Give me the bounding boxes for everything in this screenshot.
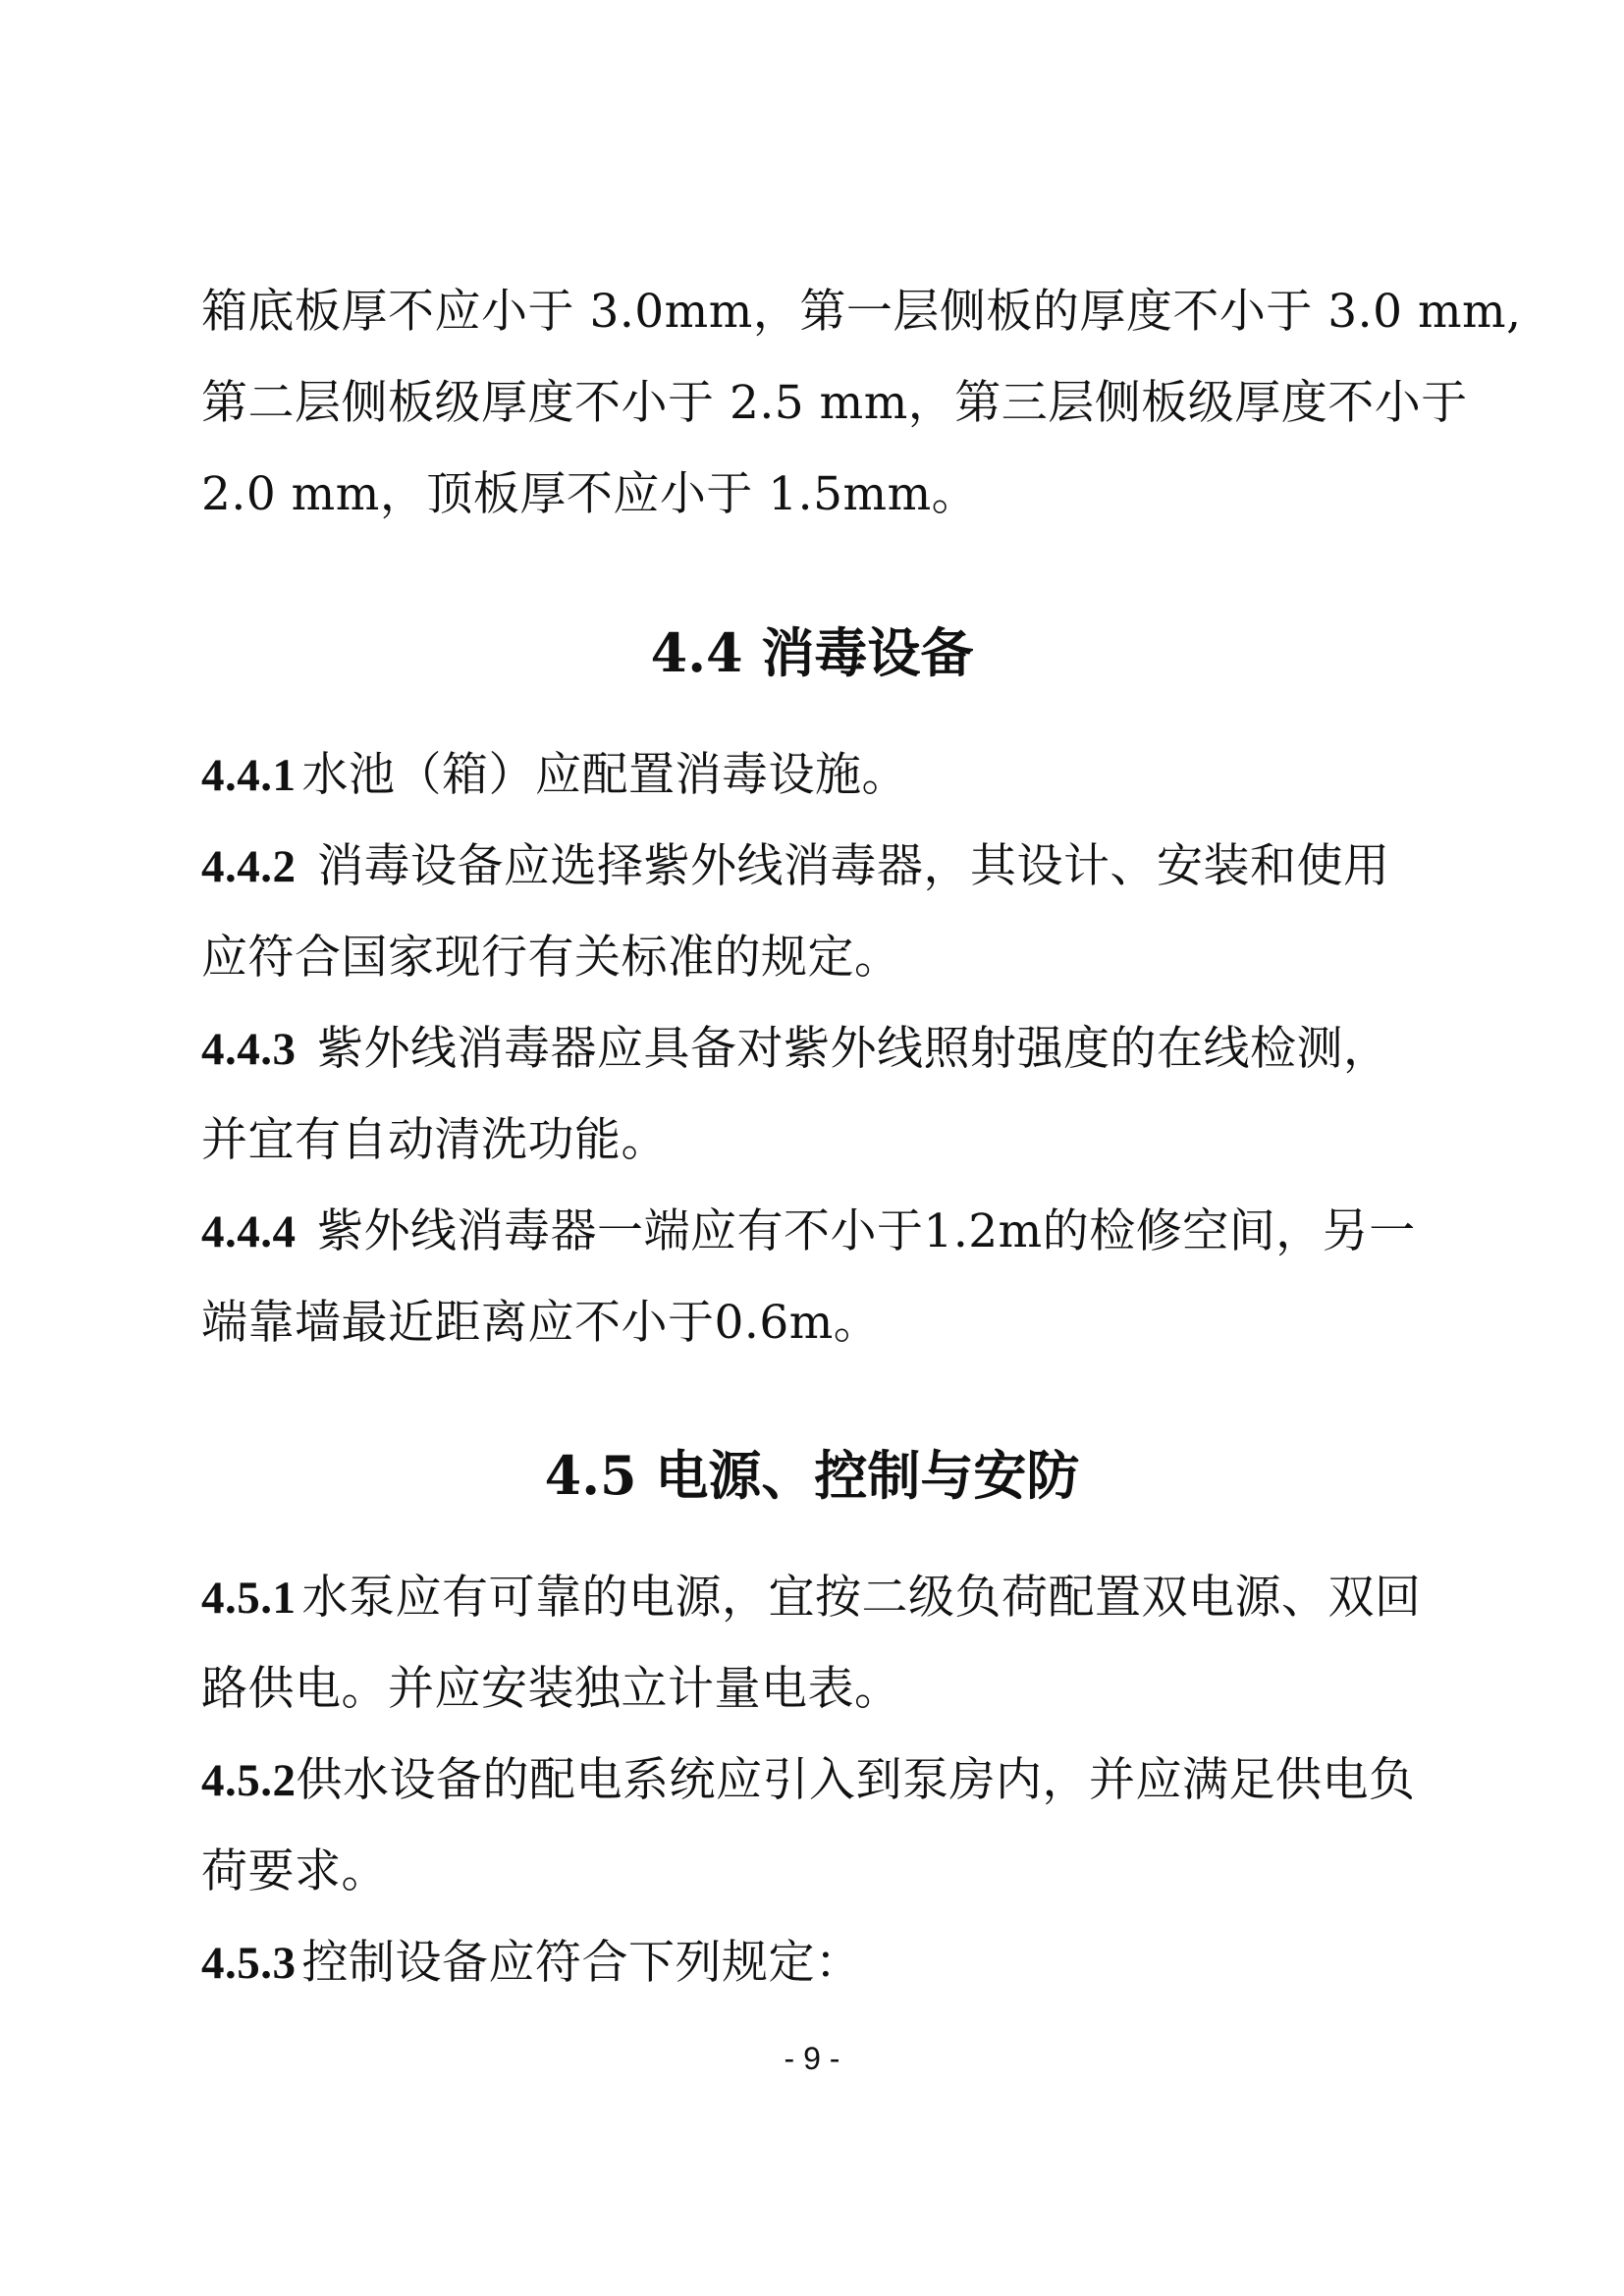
clause-text-continued: 荷要求。 — [201, 1844, 388, 1898]
clause-number: 4.5.3 — [201, 1938, 297, 1989]
clause-text-continued: 应符合国家现行有关标准的规定。 — [201, 931, 901, 985]
clause-text: 控制设备应符合下列规定： — [301, 1936, 862, 1990]
clause-number: 4.4.3 — [201, 1024, 297, 1075]
clause-text: 消毒设备应选择紫外线消毒器，其设计、安装和使用 — [301, 839, 1390, 893]
clause-text: 供水设备的配电系统应引入到泵房内，并应满足供电负 — [296, 1753, 1416, 1807]
paragraph-line: 箱底板厚不应小于 3.0mm，第一层侧板的厚度不小于 3.0 mm, — [201, 285, 1522, 339]
clause-text-continued: 端靠墙最近距离应不小于0.6m。 — [201, 1296, 881, 1350]
clause-number: 4.4.1 — [201, 750, 297, 801]
page-number: - 9 - — [784, 2041, 840, 2076]
section-heading-4-4: 4.4 消毒设备 — [650, 621, 974, 684]
clause-4-4-2 — [201, 837, 1438, 896]
clause-4-4-4 — [201, 1202, 1438, 1261]
clause-number: 4.5.2 — [201, 1755, 297, 1806]
paragraph-line: 第二层侧板级厚度不小于 2.5 mm，第三层侧板级厚度不小于 — [201, 376, 1468, 430]
clause-text: 紫外线消毒器一端应有不小于1.2m的检修空间，另一 — [301, 1204, 1416, 1258]
clause-text-continued: 并宜有自动清洗功能。 — [201, 1113, 668, 1167]
paragraph-line: 2.0 mm，顶板厚不应小于 1.5mm。 — [201, 467, 979, 521]
section-heading-4-5: 4.5 电源、控制与安防 — [544, 1444, 1080, 1507]
clause-number: 4.4.2 — [201, 841, 297, 892]
clause-number: 4.5.1 — [201, 1573, 297, 1624]
clause-4-5-2 — [201, 1751, 1438, 1810]
clause-number: 4.4.4 — [201, 1206, 297, 1257]
clause-text: 水池（箱）应配置消毒设施。 — [301, 748, 908, 802]
clause-text: 水泵应有可靠的电源，宜按二级负荷配置双电源、双回 — [301, 1571, 1422, 1625]
clause-4-5-3 — [201, 1934, 1438, 1993]
clause-text-continued: 路供电。并应安装独立计量电表。 — [201, 1662, 901, 1716]
clause-text: 紫外线消毒器应具备对紫外线照射强度的在线检测， — [301, 1022, 1390, 1076]
clause-4-4-1 — [201, 746, 1438, 805]
clause-4-4-3 — [201, 1020, 1438, 1079]
clause-4-5-1 — [201, 1569, 1438, 1628]
